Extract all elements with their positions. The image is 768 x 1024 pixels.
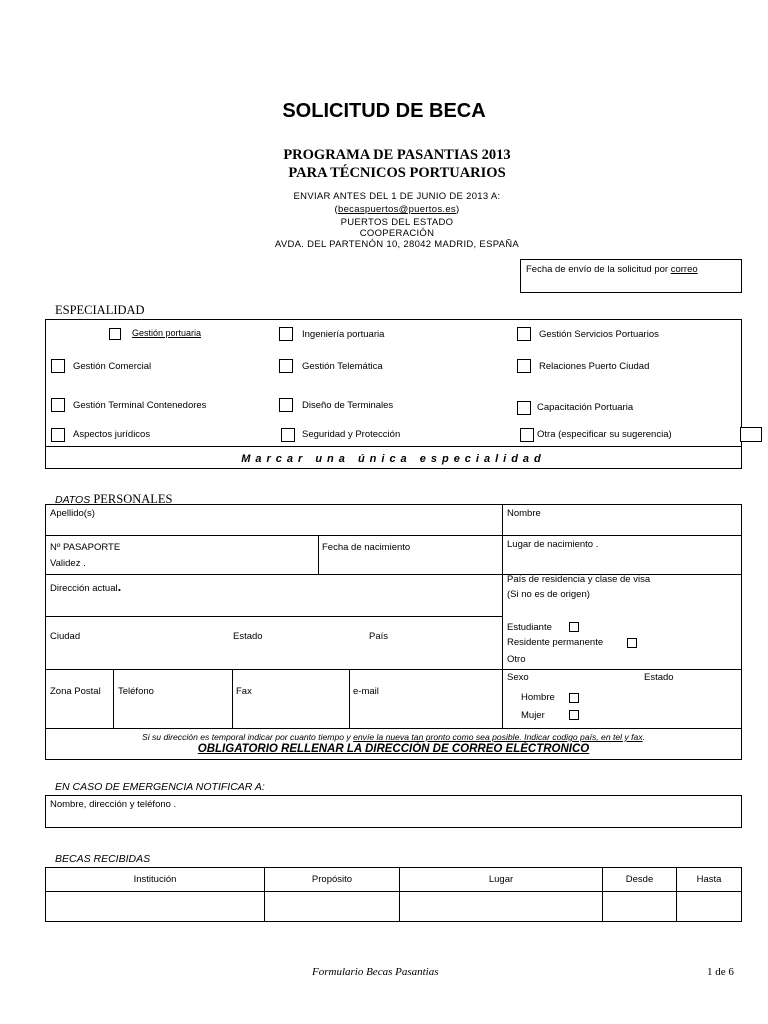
becas-empty-row [46, 892, 742, 922]
checkbox-residente[interactable] [627, 638, 637, 648]
email-field[interactable]: e-mail [353, 686, 379, 697]
option-otra: Otra (especificar su sugerencia) [537, 429, 672, 440]
pais-field[interactable]: País [369, 631, 389, 642]
apellidos-field[interactable]: Apellido(s) [50, 508, 95, 519]
checkbox-ingenieria-portuaria[interactable] [279, 327, 293, 341]
option-gestion-portuaria: Gestión portuaria [132, 328, 202, 338]
validez-field[interactable]: Validez . [50, 558, 86, 569]
option-aspectos-juridicos: Aspectos jurídicos [73, 429, 151, 440]
ciudad-field[interactable]: Ciudad [50, 631, 81, 642]
option-ingenieria-portuaria: Ingeniería portuaria [302, 329, 385, 340]
lugar-nacimiento-field[interactable]: Lugar de nacimiento . [507, 539, 599, 550]
temporary-address-note: Si su dirección es temporal indicar por cuanto tiempo y envíe la nueva tan pronto como sea posible. Indicar codigo país, en tel y fax. [141, 732, 646, 742]
fecha-nacimiento-field[interactable]: Fecha de nacimiento [322, 542, 411, 553]
datos-vline-fax [349, 669, 350, 728]
option-seguridad: Seguridad y Protección [302, 429, 401, 440]
pasaporte-field[interactable]: Nº PASAPORTE [50, 542, 121, 553]
datos-hline-5 [45, 728, 742, 729]
footer-form-name: Formulario Becas Pasantias [312, 966, 439, 978]
option-gestion-comercial: Gestión Comercial [73, 361, 152, 372]
especialidad-title: ESPECIALIDAD [55, 303, 145, 317]
pais-residencia-label: País de residencia y clase de visa [507, 574, 651, 585]
cell-hasta[interactable] [677, 892, 742, 922]
especialidad-divider [45, 446, 742, 447]
datos-hline-3 [45, 616, 503, 617]
option-gestion-servicios: Gestión Servicios Portuarios [539, 329, 659, 340]
footer-page-number: 1 de 6 [707, 966, 734, 978]
fax-field[interactable]: Fax [236, 686, 252, 697]
address-line: AVDA. DEL PARTENÓN 10, 28042 MADRID, ESPAÑA [274, 239, 520, 250]
col-desde: Desde [603, 868, 677, 892]
otro-label: Otro [507, 654, 526, 665]
datos-vline-zip [113, 669, 114, 728]
checkbox-estudiante[interactable] [569, 622, 579, 632]
direccion-field[interactable]: Dirección actual. [50, 579, 122, 594]
col-institucion: Institución [46, 868, 265, 892]
becas-table [45, 867, 742, 922]
checkbox-seguridad[interactable] [281, 428, 295, 442]
estudiante-label: Estudiante [507, 622, 552, 633]
otra-specify-box[interactable] [740, 427, 762, 442]
sexo-label: Sexo [507, 672, 529, 683]
estado-civil-field[interactable]: Estado [644, 672, 674, 683]
checkbox-gestion-comercial[interactable] [51, 359, 65, 373]
option-diseno-terminales: Diseño de Terminales [302, 400, 394, 411]
checkbox-gestion-servicios[interactable] [517, 327, 531, 341]
cell-institucion[interactable] [46, 892, 265, 922]
checkbox-otra[interactable] [520, 428, 534, 442]
telefono-field[interactable]: Teléfono [118, 686, 154, 697]
emergencia-field[interactable]: Nombre, dirección y teléfono . [50, 799, 177, 810]
option-terminal-contenedores: Gestión Terminal Contenedores [73, 400, 207, 411]
col-lugar: Lugar [400, 868, 603, 892]
page-title: SOLICITUD DE BECA [282, 100, 486, 122]
col-proposito: Propósito [265, 868, 400, 892]
program-title-line1: PROGRAMA DE PASANTIAS 2013 [283, 147, 511, 163]
checkbox-relaciones-puerto[interactable] [517, 359, 531, 373]
email-link[interactable]: becaspuertos@puertos.es [338, 204, 456, 215]
mandatory-email-note: OBLIGATORIO RELLENAR LA DIRECCIÓN DE CORREO ELÉCTRONICO [197, 743, 590, 755]
org-name: PUERTOS DEL ESTADO [340, 217, 454, 228]
residente-label: Residente permanente [507, 637, 604, 648]
nombre-field[interactable]: Nombre [507, 508, 541, 519]
datos-title: DATOS PERSONALES [55, 492, 173, 506]
especialidad-note: Marcar una única especialidad [241, 453, 546, 465]
send-date-label: Fecha de envío de la solicitud por correo [526, 264, 698, 275]
becas-header-row [46, 868, 742, 892]
email-line: (becaspuertos@puertos.es) [334, 204, 460, 215]
emergencia-title: EN CASO DE EMERGENCIA NOTIFICAR A: [55, 781, 265, 793]
no-origen-label: (Si no es de origen) [507, 589, 590, 600]
checkbox-mujer[interactable] [569, 710, 579, 720]
checkbox-aspectos-juridicos[interactable] [51, 428, 65, 442]
checkbox-hombre[interactable] [569, 693, 579, 703]
send-before-text: ENVIAR ANTES DEL 1 DE JUNIO DE 2013 A: [293, 191, 501, 202]
program-title-line2: PARA TÉCNICOS PORTUARIOS [288, 165, 506, 181]
estado-field[interactable]: Estado [233, 631, 263, 642]
mujer-label: Mujer [521, 710, 545, 721]
checkbox-capacitacion[interactable] [517, 401, 531, 415]
col-hasta: Hasta [677, 868, 742, 892]
checkbox-terminal-contenedores[interactable] [51, 398, 65, 412]
datos-vline-phone [232, 669, 233, 728]
cell-desde[interactable] [603, 892, 677, 922]
datos-vline-right [502, 504, 503, 728]
checkbox-gestion-portuaria[interactable] [109, 328, 121, 340]
hombre-label: Hombre [521, 692, 555, 703]
datos-hline-4 [45, 669, 742, 670]
datos-vline-passport [318, 535, 319, 574]
cell-proposito[interactable] [265, 892, 400, 922]
option-capacitacion: Capacitación Portuaria [537, 402, 634, 413]
send-date-box[interactable] [520, 259, 742, 293]
cell-lugar[interactable] [400, 892, 603, 922]
zona-postal-field[interactable]: Zona Postal [50, 686, 101, 697]
datos-hline-1 [45, 535, 742, 536]
dept-name: COOPERACIÓN [359, 228, 435, 239]
checkbox-gestion-telematica[interactable] [279, 359, 293, 373]
option-gestion-telematica: Gestión Telemática [302, 361, 383, 372]
becas-title: BECAS RECIBIDAS [55, 853, 151, 865]
checkbox-diseno-terminales[interactable] [279, 398, 293, 412]
option-relaciones-puerto: Relaciones Puerto Ciudad [539, 361, 650, 372]
